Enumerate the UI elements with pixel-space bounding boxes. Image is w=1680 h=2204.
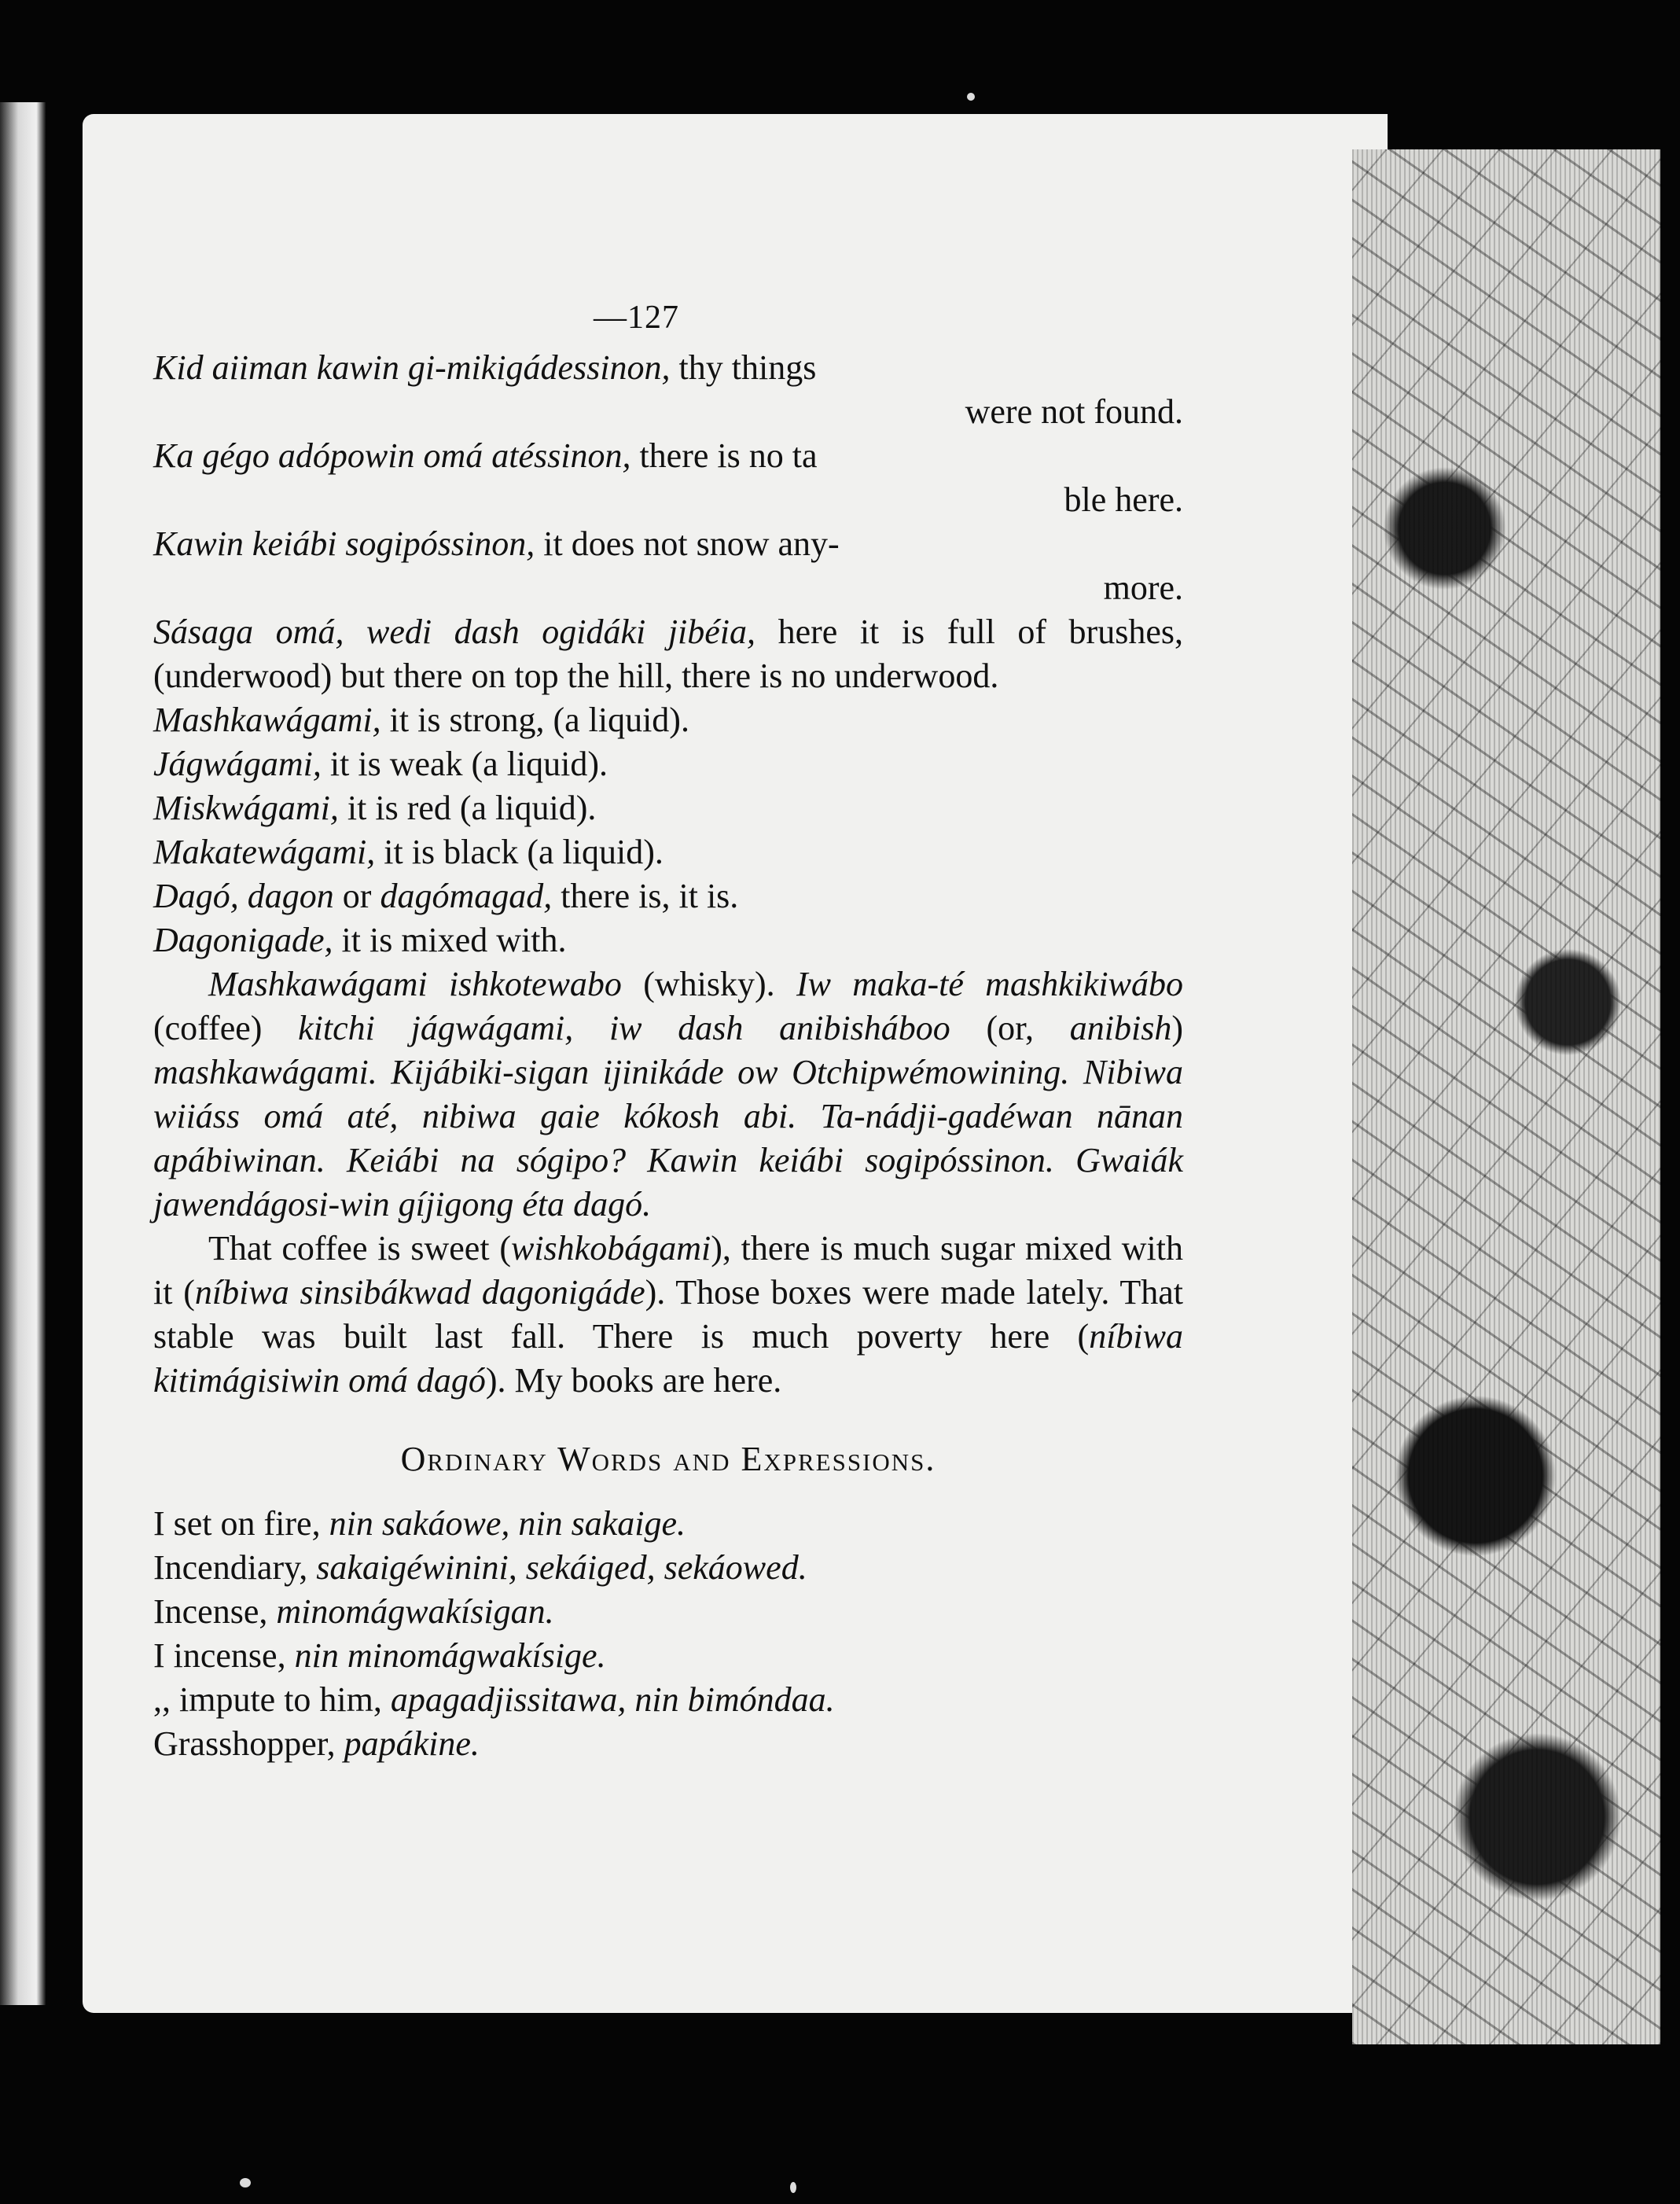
glossary-line [153, 1546, 1183, 1590]
glossary-line [153, 1722, 1183, 1766]
entry [153, 522, 1183, 610]
ojibwe-phrase: Kawin keiábi sogipóssinon, [153, 524, 535, 563]
translation: it is weak (a liquid). [321, 745, 608, 783]
ojibwe-term: papákine. [344, 1724, 480, 1763]
ojibwe-word: Mashkawágami, [153, 701, 381, 739]
dust-speck [240, 2178, 251, 2187]
translation: there is, it is. [552, 877, 739, 915]
ojibwe-word: Dagó, dagon [153, 877, 334, 915]
translation: it is red (a liquid). [338, 789, 597, 827]
glossary-line [153, 1634, 1183, 1678]
english-paragraph [153, 1227, 1183, 1403]
translation: it is black (a liquid). [375, 833, 664, 871]
translation-continued: ble here. [1064, 480, 1183, 519]
sasaga-entry [153, 610, 1183, 698]
english-term: I set on fire, [153, 1504, 329, 1543]
translation-continued: were not found. [965, 392, 1183, 431]
english-term: Grasshopper, [153, 1724, 344, 1763]
gloss: (coffee) [153, 1009, 299, 1047]
word-line [153, 830, 1183, 874]
section-heading: Ordinary Words and Expressions. [400, 1440, 936, 1478]
ojibwe-word: Jágwágami, [153, 745, 322, 783]
connector: or [333, 877, 380, 915]
entry [153, 346, 1183, 434]
ojibwe-paragraph [153, 962, 1183, 1227]
ojibwe-text: mashkawágami. Kijábiki-sigan ijinikáde ow Otchipwémowining. Nibiwa wiiáss omá até, nibiwa gaie kókosh abi. Ta-nádji-gadéwan nānan apábiwinan. Keiábi na sógipo? Kawin keiábi sogipóssinon. Gwaiák jawendágosi-win gíjigong éta dagó. [153, 1053, 1183, 1223]
page-number: —127 [594, 300, 679, 336]
english-term: I incense, [153, 1636, 295, 1675]
glossary-line [153, 1590, 1183, 1634]
word-line [153, 698, 1183, 742]
translation: it is mixed with. [333, 921, 567, 959]
english-term: Incense, [153, 1592, 277, 1631]
ojibwe-phrase: Kid aiiman kawin gi-mikigádessinon, [153, 348, 671, 387]
translation: thy things [670, 348, 817, 387]
ojibwe-term: nin sakáowe, nin sakaige. [329, 1504, 686, 1543]
ojibwe-text: Iw maka-té mashkikiwábo [796, 965, 1183, 1003]
ojibwe-term: minomágwakísigan. [276, 1592, 554, 1631]
dust-speck [967, 93, 975, 101]
ojibwe-text: anibish [1069, 1009, 1172, 1047]
ojibwe-word: Makatewágami, [153, 833, 376, 871]
ojibwe-text: níbiwa sinsibákwad dagonigáde [194, 1273, 645, 1312]
word-line [153, 874, 1183, 918]
translation: there is no ta [630, 436, 818, 475]
english-text: That coffee is sweet ( [208, 1229, 511, 1268]
english-term: ,, impute to him, [153, 1680, 391, 1719]
ojibwe-word: Miskwágami, [153, 789, 339, 827]
glossary-line [153, 1678, 1183, 1722]
ojibwe-text: wishkobágami [510, 1229, 711, 1268]
glossary-line [153, 1502, 1183, 1546]
ojibwe-word: Dagonigade, [153, 921, 333, 959]
dust-speck [790, 2182, 796, 2193]
word-line [153, 786, 1183, 830]
english-term: Incendiary, [153, 1548, 317, 1587]
ojibwe-word: dagómagad, [380, 877, 553, 915]
ojibwe-term: sakaigéwinini, sekáiged, sekáowed. [316, 1548, 807, 1587]
ojibwe-text: Mashkawágami ishkotewabo [208, 965, 622, 1003]
translation-continued: more. [1103, 568, 1183, 607]
glossary [153, 1502, 1183, 1766]
entry [153, 434, 1183, 522]
gloss: ) [1171, 1009, 1184, 1047]
ojibwe-text: kitchi jágwágami, iw dash anibisháboo [298, 1009, 950, 1047]
word-line [153, 918, 1183, 962]
translation: it does not snow any- [535, 524, 840, 563]
ojibwe-phrase: Sásaga omá, wedi dash ogidáki jibéia, [153, 613, 756, 651]
ojibwe-phrase: Ka gégo adópowin omá atéssinon, [153, 436, 631, 475]
word-line [153, 742, 1183, 786]
word-lines [153, 698, 1183, 962]
page-text [153, 291, 1183, 1766]
ojibwe-term: nin minomágwakísige. [294, 1636, 606, 1675]
english-text: ). Those boxes were made lately. That stable was built last fall. There is much poverty here ( [153, 1273, 1183, 1356]
intro-entries [153, 346, 1183, 610]
gloss: (whisky). [621, 965, 796, 1003]
ojibwe-term: apagadjissitawa, nin bimóndaa. [390, 1680, 835, 1719]
ojibwe-text: níbiwa kitimágisiwin omá dagó [153, 1317, 1183, 1400]
adjacent-page-edge [0, 102, 46, 2005]
english-text: ), there is much sugar mixed with it ( [153, 1229, 1183, 1312]
page-edge-texture [1352, 149, 1660, 2044]
translation: here it is full of brushes, (underwood) but there on top the hill, there is no underwood. [153, 613, 1183, 695]
gloss: (or, [950, 1009, 1070, 1047]
translation: it is strong, (a liquid). [380, 701, 689, 739]
english-text: ). My books are here. [485, 1361, 782, 1400]
